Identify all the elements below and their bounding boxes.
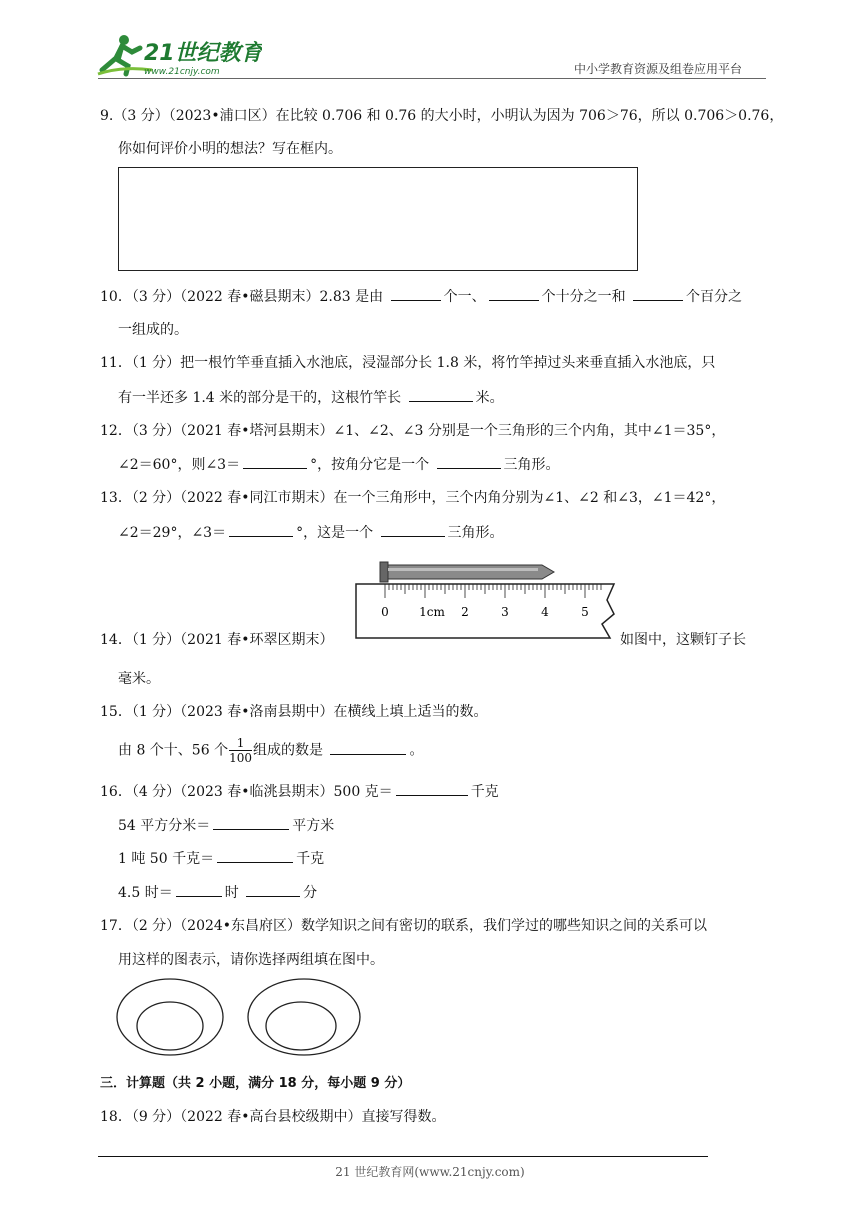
q16-line3-a: 1 吨 50 千克＝ (118, 851, 215, 867)
q14-line2: 毫米。 (118, 671, 160, 687)
q10-blank-2[interactable] (489, 286, 539, 301)
q15-frac-den: 100 (229, 751, 252, 765)
q13-text-b: °，这是一个 (296, 525, 378, 541)
q15-text-b: 组成的数是 (252, 742, 328, 759)
ruler-label-0: 0 (381, 605, 389, 619)
q16-blank-2[interactable] (213, 815, 289, 830)
q15-frac-num: 1 (229, 736, 252, 751)
q10-blank-3[interactable] (633, 286, 683, 301)
q14-text-a: 14．（1 分）（2021 春•环翠区期末） (100, 632, 334, 648)
q12-line1: 12．（3 分）（2021 春•塔河县期末）∠1、∠2、∠3 分别是一个三角形的三个内角，其中∠1＝35°， (100, 423, 726, 439)
q13-blank-2[interactable] (381, 522, 445, 537)
q15-line2 (118, 736, 423, 765)
outer-ellipse-right[interactable] (248, 979, 360, 1055)
q13-text-c: 三角形。 (447, 525, 504, 541)
q10-blank-1[interactable] (391, 286, 441, 301)
q15-text-a: 由 8 个十、56 个 (118, 742, 229, 759)
q11-text-b: 米。 (475, 390, 504, 406)
q11-text-a: 有一半还多 1.4 米的部分是干的，这根竹竿长 (118, 390, 406, 406)
inner-ellipse-right[interactable] (266, 1002, 336, 1050)
q16-line4-c: 分 (303, 885, 318, 901)
q10-line1 (100, 286, 742, 307)
logo (92, 30, 262, 82)
q15-text-c: 。 (409, 742, 424, 759)
nail-icon (380, 562, 554, 582)
q16-text-a: 16．（4 分）（2023 春•临洮县期末）500 克＝ (100, 784, 393, 800)
q16-line4-a: 4.5 时＝ (118, 885, 173, 901)
section-3-heading: 三．计算题（共 2 小题，满分 18 分，每小题 9 分） (100, 1076, 411, 1091)
q17-line1: 17．（2 分）（2024•东昌府区）数学知识之间有密切的联系，我们学过的哪些知识之间的关系可以 (100, 918, 708, 934)
runner-logo-icon (92, 30, 262, 78)
q16-line2-b: 平方米 (292, 818, 335, 834)
q10-text-d: 个百分之 (686, 289, 743, 305)
q16-line3 (118, 848, 324, 869)
ruler-figure (352, 558, 622, 650)
ruler-label-1: 1cm (419, 605, 445, 619)
q9-line1: 9.（3 分）（2023•浦口区）在比较 0.706 和 0.76 的大小时，小明认为因为 706＞76，所以 0.706＞0.76， (100, 108, 784, 124)
ruler-label-4: 4 (541, 605, 549, 619)
q11-line2 (118, 387, 504, 408)
q12-text-c: 三角形。 (503, 457, 560, 473)
ruler-label-5: 5 (581, 605, 589, 619)
q12-blank-2[interactable] (437, 454, 501, 469)
q17-line2: 用这样的图表示，请你选择两组填在图中。 (118, 952, 384, 968)
q10-line2: 一组成的。 (118, 322, 188, 338)
logo-text: 21世纪教育 (144, 41, 262, 66)
q13-text-a: ∠2＝29°，∠3＝ (118, 525, 227, 541)
ruler-label-3: 3 (501, 605, 509, 619)
platform-name: 中小学教育资源及组卷应用平台 (574, 62, 743, 76)
q12-text-a: ∠2＝60°，则∠3＝ (118, 457, 241, 473)
inner-ellipse-left[interactable] (137, 1002, 203, 1050)
q13-blank-1[interactable] (229, 522, 293, 537)
q13-line1: 13．（2 分）（2022 春•同江市期末）在一个三角形中，三个内角分别为∠1、∠2 和∠3，∠1＝42°， (100, 490, 726, 506)
q11-blank[interactable] (409, 387, 473, 402)
q18-line1: 18．（9 分）（2022 春•高台县校级期中）直接写得数。 (100, 1109, 446, 1125)
q15-fraction (229, 736, 252, 765)
q16-line1 (100, 781, 499, 802)
outer-ellipse-left[interactable] (117, 979, 223, 1055)
q16-line2 (118, 815, 334, 836)
q16-blank-1[interactable] (396, 781, 468, 796)
q13-line2 (118, 522, 504, 543)
q12-text-b: °，按角分它是一个 (310, 457, 434, 473)
q16-blank-4[interactable] (176, 882, 222, 897)
q16-line4-b: 时 (224, 885, 244, 901)
q15-line1: 15．（1 分）（2023 春•洛南县期中）在横线上填上适当的数。 (100, 704, 488, 720)
q16-text-b: 千克 (470, 784, 499, 800)
footer-text: 21 世纪教育网(www.21cnjy.com) (335, 1165, 525, 1179)
q16-line2-a: 54 平方分米＝ (118, 818, 211, 834)
q16-blank-3[interactable] (217, 848, 293, 863)
q15-blank[interactable] (330, 740, 406, 755)
q16-line3-b: 千克 (296, 851, 325, 867)
q12-blank-1[interactable] (243, 454, 307, 469)
q10-text-c: 个十分之一和 (541, 289, 631, 305)
q10-text-a: 10．（3 分）（2022 春•磁县期末）2.83 是由 (100, 289, 388, 305)
q9-line2: 你如何评价小明的想法？写在框内。 (118, 141, 342, 157)
ruler-label-2: 2 (461, 605, 469, 619)
q10-text-b: 个一、 (443, 289, 486, 305)
footer-divider (98, 1156, 708, 1157)
q16-line4 (118, 882, 317, 903)
q14-text-b: 如图中，这颗钉子长 (620, 632, 746, 648)
logo-url: www.21cnjy.com (144, 67, 220, 77)
q11-line1: 11．（1 分）把一根竹竿垂直插入水池底，浸湿部分长 1.8 米，将竹竿掉过头来垂直插入水池底，只 (100, 355, 716, 371)
q16-blank-5[interactable] (246, 882, 300, 897)
header-divider (98, 78, 766, 79)
nested-ellipses-figure (114, 976, 370, 1060)
q12-line2 (118, 454, 560, 475)
q9-answer-box[interactable] (118, 167, 638, 271)
